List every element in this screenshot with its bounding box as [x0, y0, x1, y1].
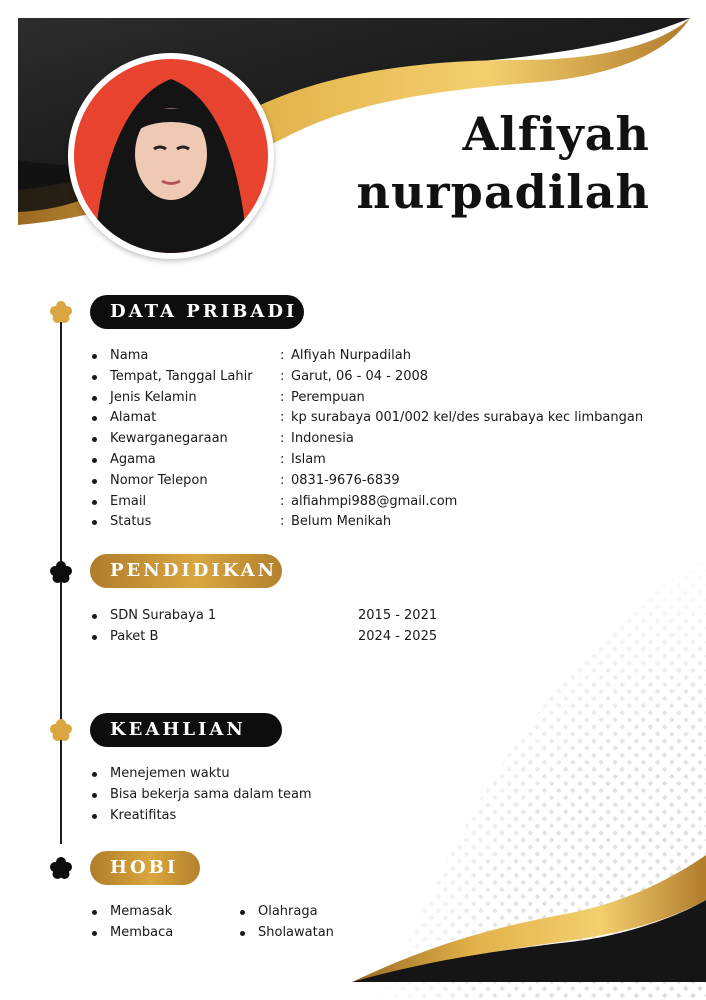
education-list — [92, 606, 216, 648]
skills-list — [92, 764, 312, 826]
education-school: SDN Surabaya 1 — [92, 606, 216, 627]
personal-data-labels — [92, 346, 253, 533]
skill-item: Bisa bekerja sama dalam team — [92, 785, 312, 806]
value-nama: : Alfiyah Nurpadilah — [280, 348, 411, 363]
education-year: 2024 - 2025 — [358, 628, 438, 644]
hobby-item: Memasak — [92, 902, 173, 923]
value-ttl: : Garut, 06 - 04 - 2008 — [280, 368, 429, 384]
label-ttl: Tempat, Tanggal Lahir — [92, 367, 253, 388]
value-nomor-telepon: : 0831-9676-6839 — [280, 472, 400, 488]
flower-icon — [49, 718, 73, 742]
education-year: 2015 - 2021 — [358, 608, 438, 623]
flower-icon — [49, 300, 73, 324]
flower-icon — [49, 560, 73, 584]
section-title-hobi: HOBI — [90, 851, 200, 885]
hobby-item: Membaca — [92, 923, 173, 944]
section-title-data-pribadi: DATA PRIBADI — [90, 295, 304, 329]
last-name: nurpadilah — [356, 165, 650, 219]
first-name: Alfiyah — [462, 107, 650, 161]
value-agama: : Islam — [280, 451, 326, 467]
label-kewarganegaraan: Kewarganegaraan — [92, 429, 253, 450]
label-nama: Nama — [92, 346, 253, 367]
hobby-list-col1 — [92, 902, 173, 944]
label-status: Status — [92, 512, 253, 533]
section-title-keahlian: KEAHLIAN — [90, 713, 282, 747]
education-years — [358, 606, 437, 648]
education-school: Paket B — [92, 627, 216, 648]
flower-icon — [49, 856, 73, 880]
label-jenis-kelamin: Jenis Kelamin — [92, 388, 253, 409]
value-jenis-kelamin: : Perempuan — [280, 389, 365, 405]
hobby-list-col2 — [240, 902, 334, 944]
label-email: Email — [92, 492, 253, 513]
hobby-item: Olahraga — [240, 902, 334, 923]
label-alamat: Alamat — [92, 408, 253, 429]
label-nomor-telepon: Nomor Telepon — [92, 471, 253, 492]
skill-item: Kreatifitas — [92, 806, 312, 827]
label-agama: Agama — [92, 450, 253, 471]
skill-item: Menejemen waktu — [92, 764, 312, 785]
candidate-name — [357, 105, 650, 221]
value-email: : alfiahmpi988@gmail.com — [280, 493, 458, 509]
value-alamat: : kp surabaya 001/002 kel/des surabaya kec limbangan — [280, 410, 644, 426]
section-title-pendidikan: PENDIDIKAN — [90, 554, 282, 588]
value-kewarganegaraan: : Indonesia — [280, 431, 354, 447]
value-status: : Belum Menikah — [280, 514, 392, 530]
personal-data-values — [280, 346, 643, 533]
profile-photo — [68, 53, 274, 259]
hobby-item: Sholawatan — [240, 923, 334, 944]
